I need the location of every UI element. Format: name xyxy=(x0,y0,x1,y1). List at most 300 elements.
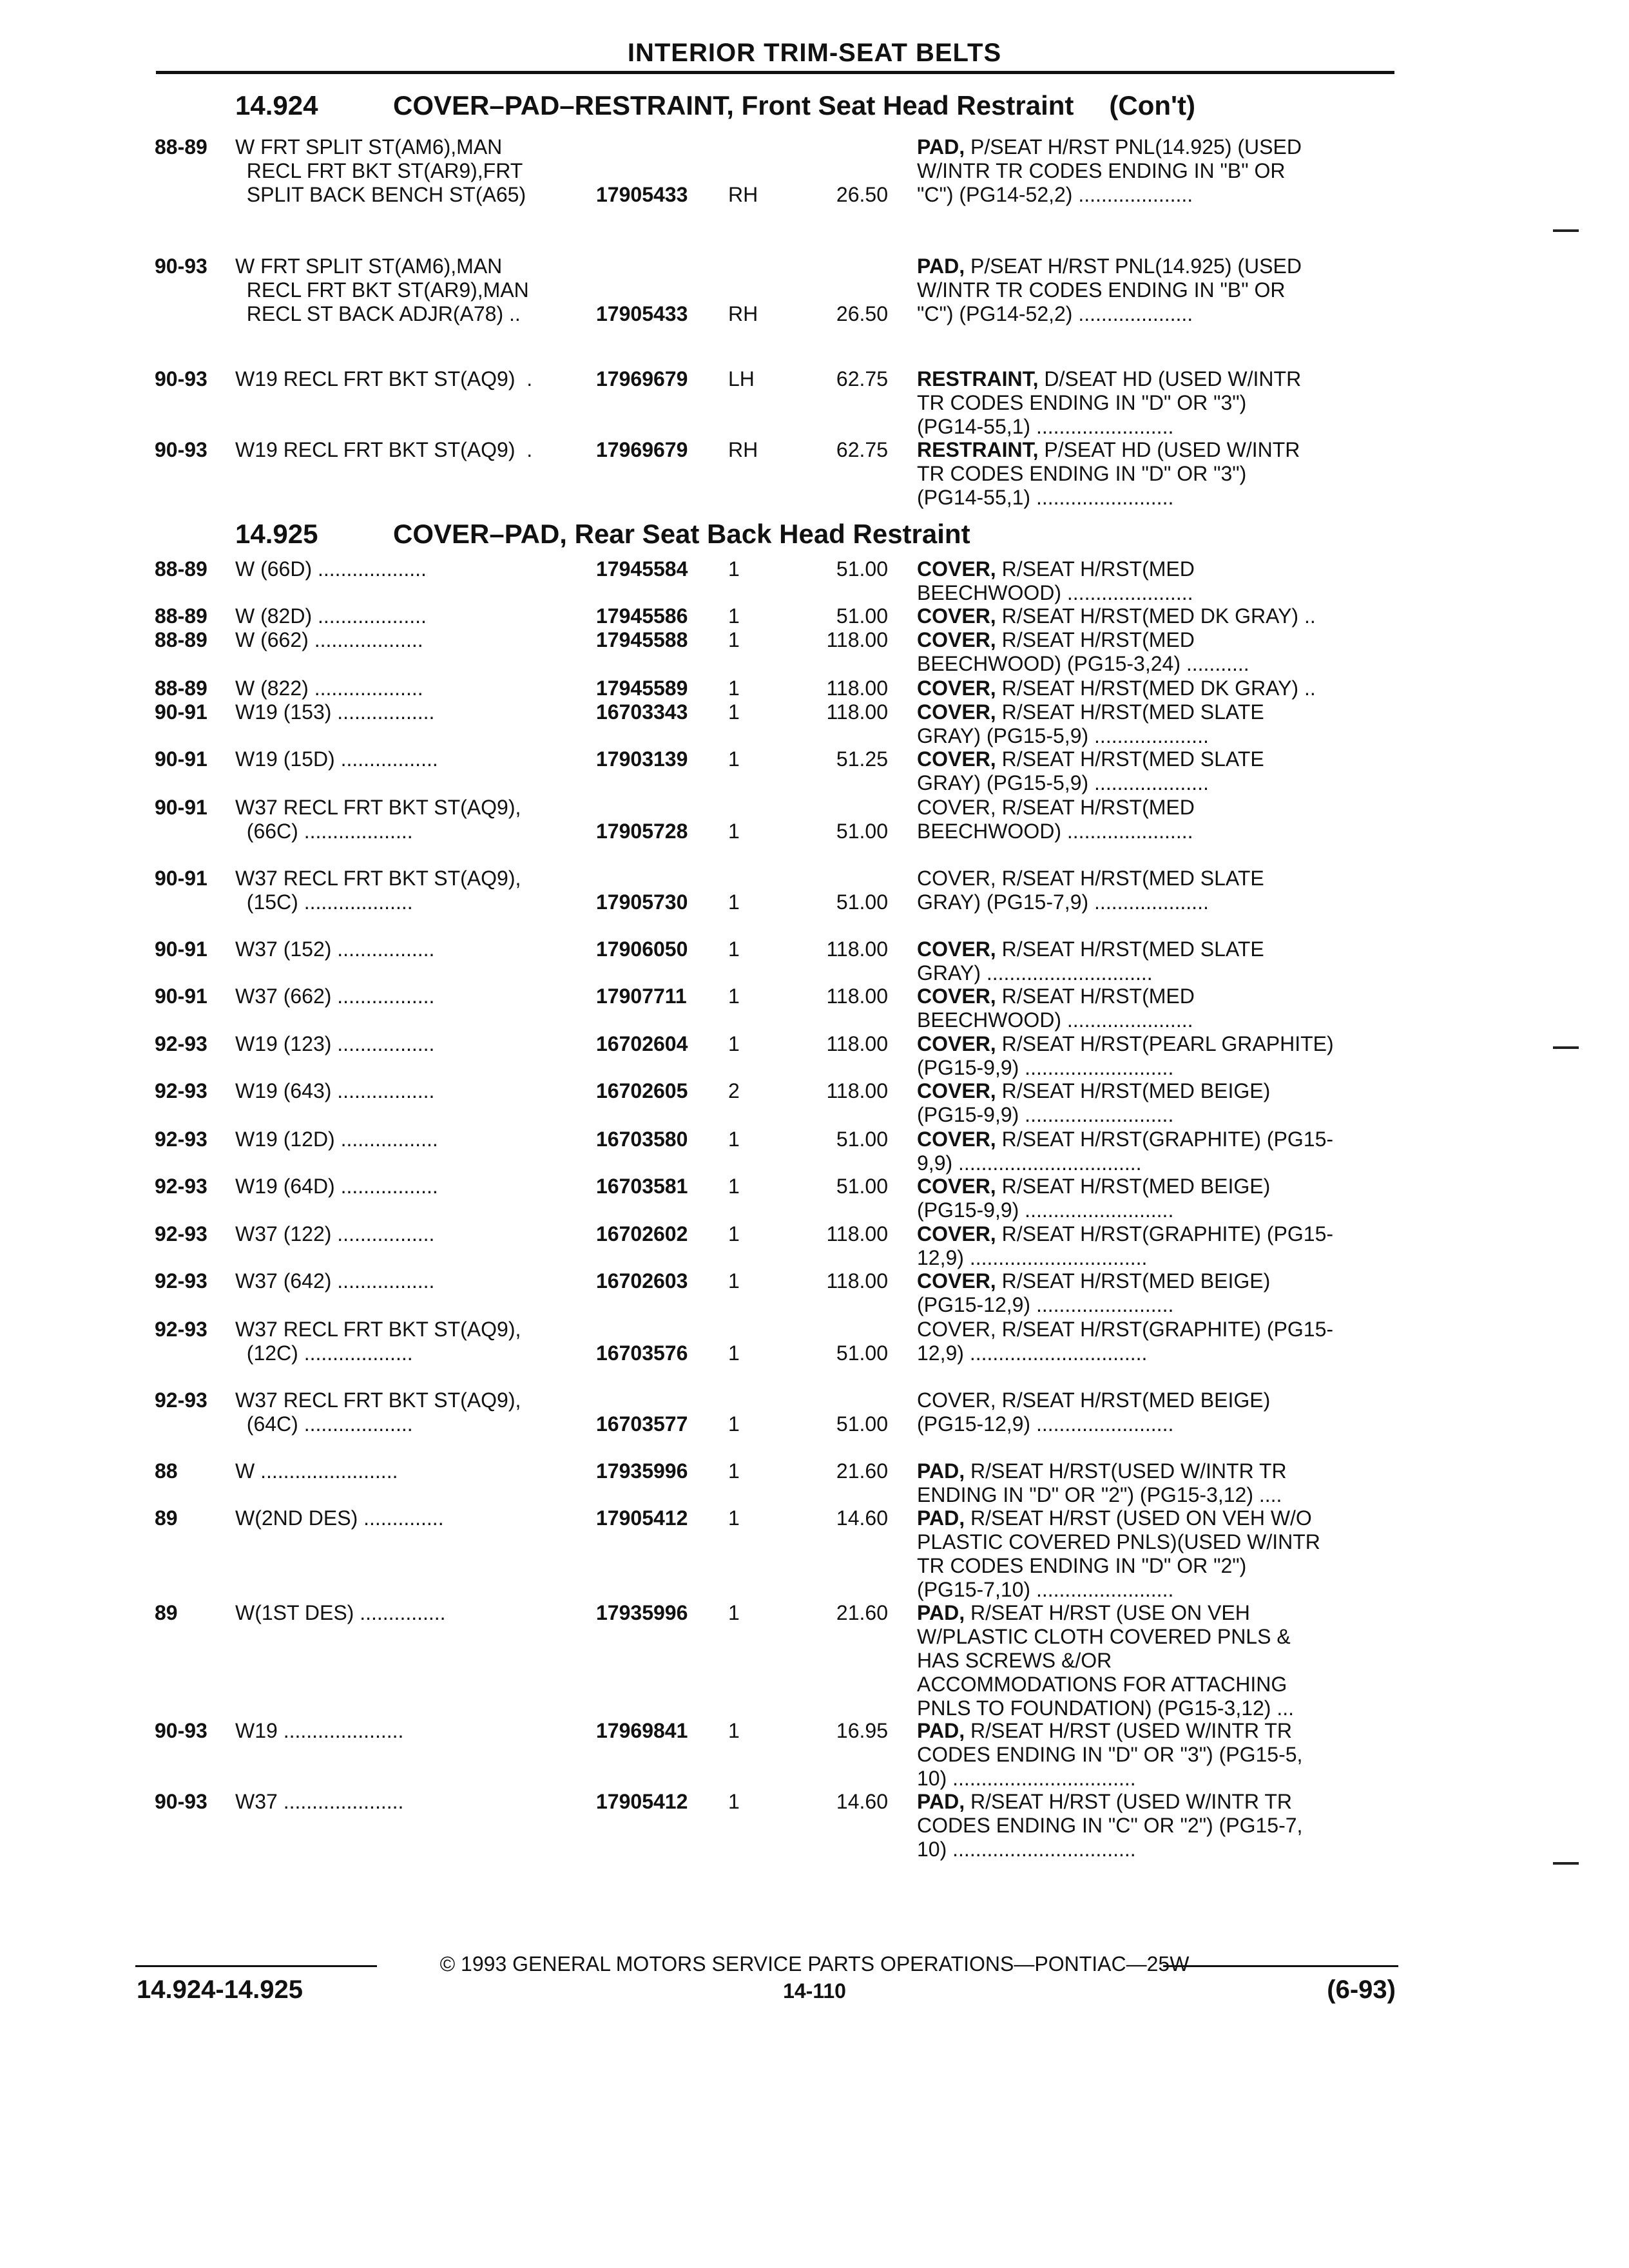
section-title: COVER–PAD–RESTRAINT, Front Seat Head Restraint xyxy=(393,90,1074,120)
description-text: ENDING IN "D" OR "2") (PG15-3,12) .... xyxy=(917,1483,1282,1506)
list-price: 62.75 xyxy=(836,367,888,390)
model-year: 90-91 xyxy=(155,985,207,1008)
description-text: R/SEAT H/RST(MED BEIGE) xyxy=(1001,1175,1271,1198)
part-description xyxy=(917,1506,1391,1602)
description-line xyxy=(917,1767,1391,1791)
quantity: 1 xyxy=(728,1601,740,1624)
list-price: 118.00 xyxy=(826,1222,888,1245)
model-description xyxy=(235,1222,583,1246)
description-line xyxy=(917,796,1391,820)
model-line: W19 (123) ................. xyxy=(235,1032,435,1055)
part-number: 16702602 xyxy=(596,1222,688,1245)
quantity: LH xyxy=(728,367,755,390)
description-type: PAD, xyxy=(917,1506,965,1530)
model-year: 92-93 xyxy=(155,1032,207,1055)
part-number: 16703576 xyxy=(596,1341,688,1365)
description-line xyxy=(917,1151,1391,1175)
description-line xyxy=(917,1389,1391,1412)
part-number: 17935996 xyxy=(596,1601,688,1624)
section-number: 14.924 xyxy=(235,90,318,120)
model-year: 92-93 xyxy=(155,1222,207,1245)
model-description xyxy=(235,937,583,961)
description-line xyxy=(917,1198,1391,1222)
list-price: 51.00 xyxy=(836,1175,888,1198)
description-line xyxy=(917,462,1391,486)
description-line xyxy=(917,890,1391,914)
description-line xyxy=(917,771,1391,795)
description-line xyxy=(917,581,1391,605)
description-text: "C") (PG14-52,2) .................... xyxy=(917,183,1193,206)
description-line xyxy=(917,1079,1391,1103)
quantity: 1 xyxy=(728,1269,740,1293)
description-type: COVER, xyxy=(917,1128,996,1151)
quantity: 1 xyxy=(728,604,740,628)
description-line xyxy=(917,1530,1391,1554)
model-year: 90-93 xyxy=(155,1719,207,1742)
description-text: R/SEAT H/RST(MED DK GRAY) .. xyxy=(1001,604,1316,628)
model-year: 90-93 xyxy=(155,367,207,390)
description-text: 12,9) ............................... xyxy=(917,1246,1148,1269)
model-year: 92-93 xyxy=(155,1389,207,1412)
part-number: 17905433 xyxy=(596,302,688,325)
description-line xyxy=(917,677,1391,700)
description-line xyxy=(917,747,1391,771)
description-type: RESTRAINT, xyxy=(917,367,1039,390)
description-line xyxy=(917,1625,1391,1649)
margin-mark xyxy=(1553,1862,1579,1865)
description-line xyxy=(917,135,1391,159)
description-line xyxy=(917,985,1391,1008)
description-text: P/SEAT H/RST PNL(14.925) (USED xyxy=(970,135,1302,159)
description-text: W/PLASTIC CLOTH COVERED PNLS & xyxy=(917,1625,1291,1648)
description-type: COVER, xyxy=(917,1269,996,1293)
part-description xyxy=(917,796,1391,843)
description-line xyxy=(917,1056,1391,1080)
model-line: W37 (642) ................. xyxy=(235,1269,435,1293)
model-line: W19 (15D) ................. xyxy=(235,747,438,771)
description-type: PAD, xyxy=(917,1459,965,1483)
list-price: 51.00 xyxy=(836,1412,888,1436)
description-line xyxy=(917,278,1391,302)
description-line xyxy=(917,557,1391,581)
model-line: W19 (64D) ................. xyxy=(235,1175,438,1198)
model-line: W19 RECL FRT BKT ST(AQ9) . xyxy=(235,367,533,390)
list-price: 118.00 xyxy=(826,677,888,700)
model-description xyxy=(235,628,583,652)
description-line xyxy=(917,604,1391,628)
part-number: 16702604 xyxy=(596,1032,688,1055)
quantity: 1 xyxy=(728,1506,740,1530)
model-year: 89 xyxy=(155,1506,178,1530)
list-price: 14.60 xyxy=(836,1790,888,1813)
part-number: 17906050 xyxy=(596,937,688,961)
part-description xyxy=(917,135,1391,207)
quantity: 1 xyxy=(728,1459,740,1483)
model-description xyxy=(235,796,583,843)
model-description xyxy=(235,1459,583,1483)
part-number: 17945588 xyxy=(596,628,688,651)
part-number: 17969679 xyxy=(596,438,688,461)
description-line xyxy=(917,652,1391,676)
model-line: (15C) ................... xyxy=(235,890,413,914)
part-description xyxy=(917,255,1391,326)
part-number: 17935996 xyxy=(596,1459,688,1483)
description-type: COVER, xyxy=(917,1032,996,1055)
description-line xyxy=(917,700,1391,724)
margin-mark xyxy=(1553,229,1579,232)
list-price: 51.00 xyxy=(836,557,888,581)
model-description xyxy=(235,557,583,581)
description-text: (PG15-12,9) ........................ xyxy=(917,1293,1174,1316)
description-text: 10) ................................ xyxy=(917,1767,1136,1790)
model-description xyxy=(235,135,583,207)
quantity: 1 xyxy=(728,628,740,651)
quantity: 1 xyxy=(728,985,740,1008)
description-text: GRAY) (PG15-7,9) .................... xyxy=(917,890,1209,914)
part-description xyxy=(917,1459,1391,1507)
description-text: W/INTR TR CODES ENDING IN "B" OR xyxy=(917,159,1286,182)
model-line: W FRT SPLIT ST(AM6),MAN xyxy=(235,255,503,278)
model-year: 92-93 xyxy=(155,1175,207,1198)
part-description xyxy=(917,1222,1391,1270)
list-price: 118.00 xyxy=(826,1032,888,1055)
margin-mark xyxy=(1553,1046,1579,1049)
part-description xyxy=(917,937,1391,985)
description-text: R/SEAT H/RST(MED SLATE xyxy=(1001,937,1264,961)
model-year: 90-93 xyxy=(155,1790,207,1813)
description-line xyxy=(917,183,1391,207)
description-text: (PG15-9,9) .......................... xyxy=(917,1056,1174,1079)
model-year: 90-91 xyxy=(155,867,207,890)
model-description xyxy=(235,367,583,391)
model-description xyxy=(235,677,583,700)
description-text: R/SEAT H/RST (USED W/INTR TR xyxy=(970,1790,1292,1813)
description-type: PAD, xyxy=(917,1790,965,1813)
list-price: 118.00 xyxy=(826,1079,888,1102)
part-number: 17903139 xyxy=(596,747,688,771)
model-description xyxy=(235,985,583,1008)
model-description xyxy=(235,867,583,914)
quantity: 1 xyxy=(728,1719,740,1742)
model-line: RECL FRT BKT ST(AR9),FRT xyxy=(235,159,523,182)
description-text: R/SEAT H/RST (USE ON VEH xyxy=(970,1601,1250,1624)
description-text: BEECHWOOD) (PG15-3,24) ........... xyxy=(917,652,1249,675)
description-line xyxy=(917,1649,1391,1673)
list-price: 118.00 xyxy=(826,700,888,724)
part-description xyxy=(917,1790,1391,1861)
model-line: W37 RECL FRT BKT ST(AQ9), xyxy=(235,1318,521,1341)
description-line xyxy=(917,1128,1391,1151)
list-price: 118.00 xyxy=(826,985,888,1008)
description-line xyxy=(917,1269,1391,1293)
description-text: "C") (PG14-52,2) .................... xyxy=(917,302,1193,325)
description-text: (PG14-55,1) ........................ xyxy=(917,486,1174,509)
model-description xyxy=(235,1719,583,1743)
part-description xyxy=(917,1601,1391,1720)
description-line xyxy=(917,1506,1391,1530)
part-number: 16703581 xyxy=(596,1175,688,1198)
description-text: TR CODES ENDING IN "D" OR "3") xyxy=(917,391,1247,414)
quantity: 1 xyxy=(728,1341,740,1365)
description-text: COVER, R/SEAT H/RST(GRAPHITE) (PG15- xyxy=(917,1318,1334,1341)
part-description xyxy=(917,867,1391,914)
description-line xyxy=(917,628,1391,652)
description-line xyxy=(917,1673,1391,1696)
model-line: W(2ND DES) .............. xyxy=(235,1506,444,1530)
description-line xyxy=(917,1032,1391,1056)
part-description xyxy=(917,985,1391,1032)
part-number: 17907711 xyxy=(596,985,687,1008)
model-line: RECL ST BACK ADJR(A78) .. xyxy=(235,302,521,325)
description-type: COVER, xyxy=(917,557,996,581)
description-text: BEECHWOOD) ...................... xyxy=(917,581,1193,604)
quantity: 1 xyxy=(728,820,740,843)
model-year: 90-93 xyxy=(155,255,207,278)
description-line xyxy=(917,367,1391,391)
description-text: (PG15-7,10) ........................ xyxy=(917,1578,1174,1601)
part-number: 17905728 xyxy=(596,820,688,843)
model-year: 88-89 xyxy=(155,628,207,651)
model-description xyxy=(235,1389,583,1436)
part-description xyxy=(917,557,1391,605)
description-type: COVER, xyxy=(917,677,996,700)
description-line xyxy=(917,867,1391,890)
description-type: COVER, xyxy=(917,1222,996,1245)
description-text: R/SEAT H/RST(MED xyxy=(1001,628,1195,651)
description-text: R/SEAT H/RST (USED ON VEH W/O xyxy=(970,1506,1312,1530)
part-description xyxy=(917,1719,1391,1791)
description-text: R/SEAT H/RST(MED xyxy=(1001,985,1195,1008)
description-text: (PG14-55,1) ........................ xyxy=(917,415,1174,438)
list-price: 51.00 xyxy=(836,820,888,843)
description-line xyxy=(917,1814,1391,1838)
model-line: (64C) ................... xyxy=(235,1412,413,1436)
page-title: INTERIOR TRIM-SEAT BELTS xyxy=(627,39,1002,67)
footer-copyright: © 1993 GENERAL MOTORS SERVICE PARTS OPERATIONS—PONTIAC—25W xyxy=(439,1952,1190,1975)
part-description xyxy=(917,1128,1391,1175)
description-type: COVER, xyxy=(917,604,996,628)
description-line xyxy=(917,1838,1391,1861)
description-line xyxy=(917,1601,1391,1625)
quantity: 1 xyxy=(728,557,740,581)
description-text: BEECHWOOD) ...................... xyxy=(917,1008,1193,1032)
part-description xyxy=(917,367,1391,439)
description-text: (PG15-9,9) .......................... xyxy=(917,1103,1174,1126)
model-year: 90-91 xyxy=(155,796,207,819)
description-text: ACCOMMODATIONS FOR ATTACHING xyxy=(917,1673,1287,1696)
list-price: 62.75 xyxy=(836,438,888,461)
model-line: W (822) ................... xyxy=(235,677,423,700)
description-text: P/SEAT H/RST PNL(14.925) (USED xyxy=(970,255,1302,278)
model-year: 88-89 xyxy=(155,557,207,581)
list-price: 14.60 xyxy=(836,1506,888,1530)
model-line: W37 (152) ................. xyxy=(235,937,435,961)
model-description xyxy=(235,1079,583,1103)
part-number: 17905412 xyxy=(596,1790,688,1813)
model-description xyxy=(235,747,583,771)
description-line xyxy=(917,1459,1391,1483)
description-type: COVER, xyxy=(917,1079,996,1102)
model-line: W37 RECL FRT BKT ST(AQ9), xyxy=(235,796,521,819)
description-type: PAD, xyxy=(917,255,965,278)
section-heading xyxy=(235,519,970,550)
model-line: W37 (662) ................. xyxy=(235,985,435,1008)
model-line: RECL FRT BKT ST(AR9),MAN xyxy=(235,278,529,302)
model-line: W19 RECL FRT BKT ST(AQ9) . xyxy=(235,438,533,461)
description-line xyxy=(917,415,1391,439)
model-description xyxy=(235,1175,583,1198)
part-description xyxy=(917,628,1391,676)
model-line: W37 RECL FRT BKT ST(AQ9), xyxy=(235,867,521,890)
description-line xyxy=(917,1222,1391,1246)
description-text: (PG15-9,9) .......................... xyxy=(917,1198,1174,1222)
description-line xyxy=(917,159,1391,183)
part-description xyxy=(917,1032,1391,1080)
part-number: 16703580 xyxy=(596,1128,688,1151)
model-description xyxy=(235,604,583,628)
description-type: PAD, xyxy=(917,1601,965,1624)
description-line xyxy=(917,1790,1391,1814)
description-line xyxy=(917,1293,1391,1317)
description-text: CODES ENDING IN "C" OR "2") (PG15-7, xyxy=(917,1814,1303,1837)
description-line xyxy=(917,1554,1391,1578)
model-line: W37 RECL FRT BKT ST(AQ9), xyxy=(235,1389,521,1412)
description-line xyxy=(917,1412,1391,1436)
description-line xyxy=(917,438,1391,462)
list-price: 118.00 xyxy=(826,1269,888,1293)
description-line xyxy=(917,1008,1391,1032)
description-text: R/SEAT H/RST(MED DK GRAY) .. xyxy=(1001,677,1316,700)
part-number: 16703577 xyxy=(596,1412,688,1436)
model-line: SPLIT BACK BENCH ST(A65) xyxy=(235,183,526,206)
part-description xyxy=(917,1389,1391,1436)
model-year: 92-93 xyxy=(155,1079,207,1102)
description-type: RESTRAINT, xyxy=(917,438,1039,461)
description-text: R/SEAT H/RST (USED W/INTR TR xyxy=(970,1719,1292,1742)
description-line xyxy=(917,1341,1391,1365)
description-text: R/SEAT H/RST(GRAPHITE) (PG15- xyxy=(1001,1128,1334,1151)
model-line: W19 (12D) ................. xyxy=(235,1128,438,1151)
quantity: 1 xyxy=(728,700,740,724)
description-text: R/SEAT H/RST(GRAPHITE) (PG15- xyxy=(1001,1222,1334,1245)
part-description xyxy=(917,604,1391,628)
quantity: 1 xyxy=(728,677,740,700)
quantity: 1 xyxy=(728,890,740,914)
part-number: 17969679 xyxy=(596,367,688,390)
quantity: 1 xyxy=(728,1790,740,1813)
description-text: GRAY) ............................. xyxy=(917,961,1153,985)
model-year: 92-93 xyxy=(155,1318,207,1341)
description-text: 9,9) ................................ xyxy=(917,1151,1142,1175)
description-line xyxy=(917,1175,1391,1198)
quantity: 2 xyxy=(728,1079,740,1102)
part-number: 17905433 xyxy=(596,183,688,206)
description-text: D/SEAT HD (USED W/INTR xyxy=(1044,367,1302,390)
section-title: COVER–PAD, Rear Seat Back Head Restraint xyxy=(393,519,970,549)
model-line: W (82D) ................... xyxy=(235,604,427,628)
description-text: P/SEAT HD (USED W/INTR xyxy=(1044,438,1300,461)
quantity: 1 xyxy=(728,1412,740,1436)
part-number: 16702605 xyxy=(596,1079,688,1102)
model-line: W37 ..................... xyxy=(235,1790,404,1813)
description-type: COVER, xyxy=(917,1175,996,1198)
model-year: 88-89 xyxy=(155,604,207,628)
part-number: 17945586 xyxy=(596,604,688,628)
model-year: 88-89 xyxy=(155,135,207,159)
quantity: RH xyxy=(728,438,758,461)
description-text: W/INTR TR CODES ENDING IN "B" OR xyxy=(917,278,1286,302)
description-text: R/SEAT H/RST(PEARL GRAPHITE) xyxy=(1001,1032,1334,1055)
section-continued: (Con't) xyxy=(1109,90,1196,120)
description-type: PAD, xyxy=(917,135,965,159)
description-type: COVER, xyxy=(917,747,996,771)
quantity: 1 xyxy=(728,1032,740,1055)
list-price: 51.00 xyxy=(836,1341,888,1365)
model-line: (12C) ................... xyxy=(235,1341,413,1365)
part-description xyxy=(917,1175,1391,1222)
part-description xyxy=(917,677,1391,700)
quantity: 1 xyxy=(728,1175,740,1198)
description-text: TR CODES ENDING IN "D" OR "2") xyxy=(917,1554,1247,1577)
description-text: HAS SCREWS &/OR xyxy=(917,1649,1112,1672)
model-year: 92-93 xyxy=(155,1269,207,1293)
part-description xyxy=(917,1269,1391,1317)
list-price: 51.00 xyxy=(836,1128,888,1151)
model-year: 89 xyxy=(155,1601,178,1624)
description-type: COVER, xyxy=(917,937,996,961)
model-description xyxy=(235,1790,583,1814)
quantity: 1 xyxy=(728,1222,740,1245)
footer-date: (6-93) xyxy=(1327,1975,1396,2004)
description-line xyxy=(917,1578,1391,1602)
description-type: COVER, xyxy=(917,700,996,724)
description-line xyxy=(917,1318,1391,1341)
model-description xyxy=(235,1318,583,1365)
model-year: 92-93 xyxy=(155,1128,207,1151)
description-text: COVER, R/SEAT H/RST(MED SLATE xyxy=(917,867,1264,890)
part-number: 16702603 xyxy=(596,1269,688,1293)
description-text: R/SEAT H/RST(MED xyxy=(1001,557,1195,581)
list-price: 26.50 xyxy=(836,302,888,325)
description-text: R/SEAT H/RST(MED SLATE xyxy=(1001,700,1264,724)
part-description xyxy=(917,1318,1391,1365)
footer-section-range: 14.924-14.925 xyxy=(137,1975,304,2004)
quantity: RH xyxy=(728,302,758,325)
part-number: 17945589 xyxy=(596,677,688,700)
list-price: 51.00 xyxy=(836,604,888,628)
list-price: 16.95 xyxy=(836,1719,888,1742)
model-line: W19 (643) ................. xyxy=(235,1079,435,1102)
quantity: 1 xyxy=(728,1128,740,1151)
model-description xyxy=(235,700,583,724)
model-line: W (66D) ................... xyxy=(235,557,427,581)
description-line xyxy=(917,302,1391,326)
part-description xyxy=(917,700,1391,748)
model-description xyxy=(235,255,583,326)
part-description xyxy=(917,438,1391,510)
model-year: 90-93 xyxy=(155,438,207,461)
model-line: W (662) ................... xyxy=(235,628,423,651)
description-text: CODES ENDING IN "D" OR "3") (PG15-5, xyxy=(917,1743,1303,1766)
list-price: 51.25 xyxy=(836,747,888,771)
model-year: 88-89 xyxy=(155,677,207,700)
description-text: 10) ................................ xyxy=(917,1838,1136,1861)
description-type: PAD, xyxy=(917,1719,965,1742)
description-text: GRAY) (PG15-5,9) .................... xyxy=(917,771,1209,794)
model-line: W19 ..................... xyxy=(235,1719,404,1742)
list-price: 21.60 xyxy=(836,1601,888,1624)
section-heading xyxy=(235,90,1195,121)
